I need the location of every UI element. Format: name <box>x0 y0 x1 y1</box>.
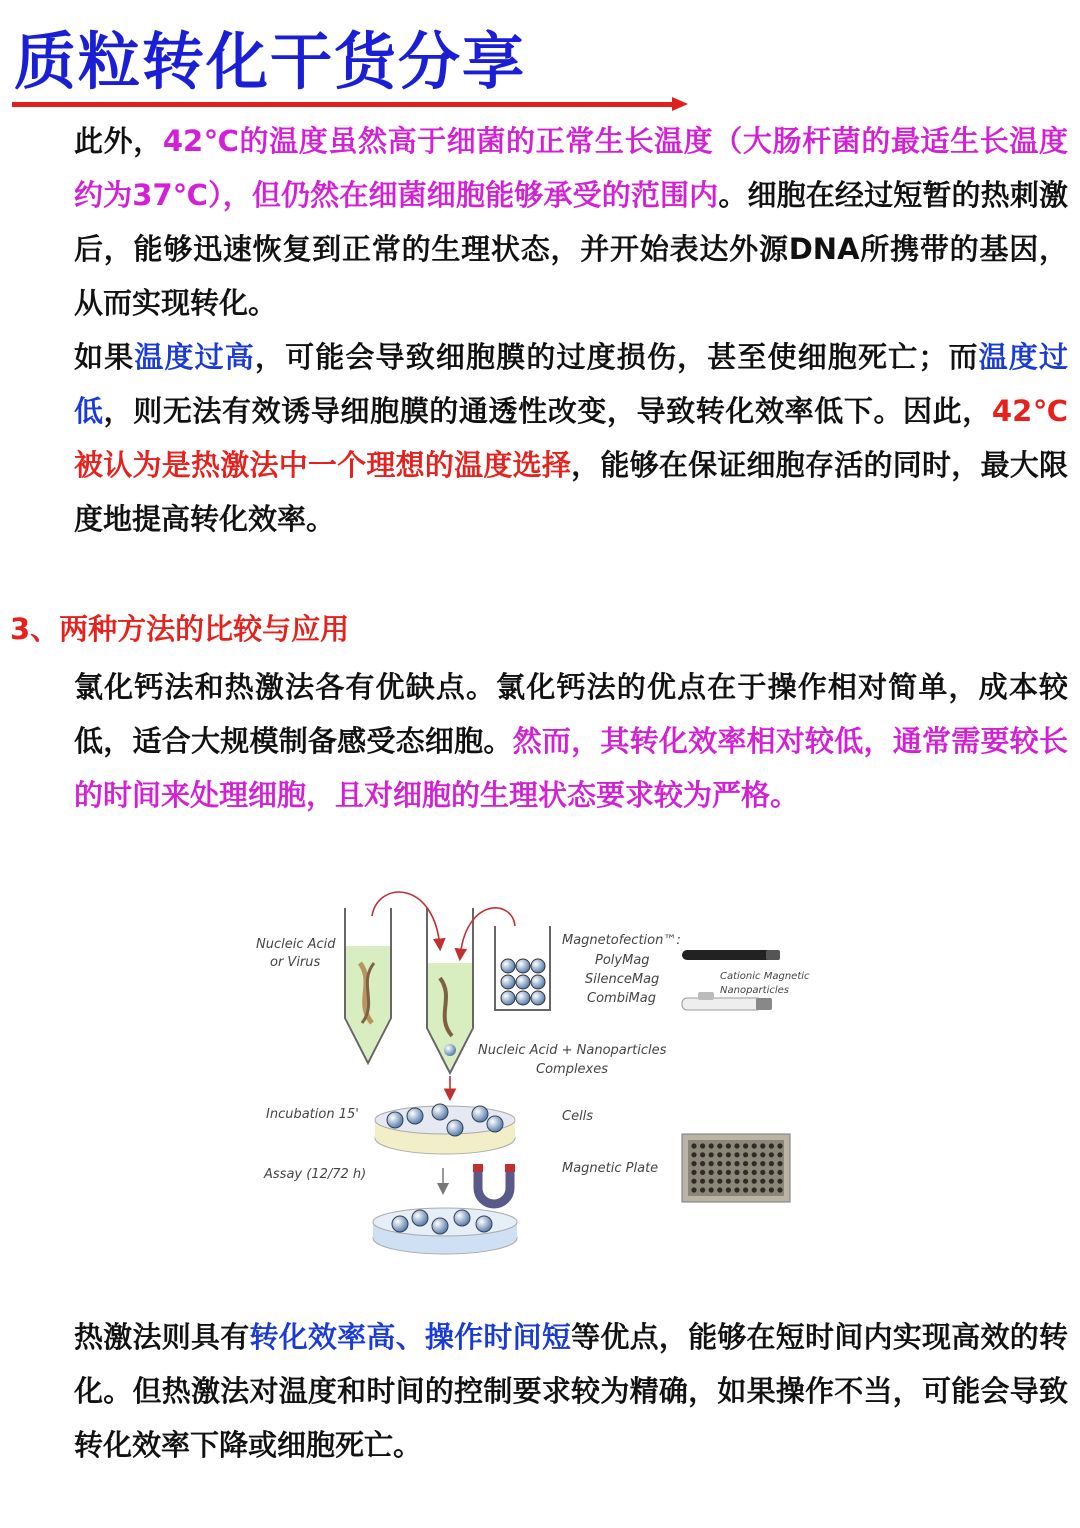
plate-well <box>691 1170 696 1175</box>
label-magnetofection: Magnetofection™: <box>562 933 681 948</box>
plate-well <box>709 1170 714 1175</box>
label-combimag: CombiMag <box>587 991 656 1006</box>
petri-dish-assay <box>373 1208 517 1254</box>
plate-well <box>752 1152 757 1157</box>
plate-well <box>726 1179 731 1184</box>
plate-well <box>760 1161 765 1166</box>
plate-well <box>752 1170 757 1175</box>
plate-well <box>717 1143 722 1148</box>
plate-well <box>691 1187 696 1192</box>
para3-highlight: 然而，其转化效率相对较低，通常需要较长的时间来处理细胞，且对细胞的生理状态要求较为严格。 <box>74 724 1068 812</box>
plate-well <box>760 1170 765 1175</box>
plate-well <box>691 1152 696 1157</box>
plate-well <box>691 1161 696 1166</box>
page-title: 质粒转化干货分享 <box>14 25 527 98</box>
plate-well <box>734 1143 739 1148</box>
label-magnetic-plate: Magnetic Plate <box>562 1161 659 1176</box>
plate-well <box>743 1170 748 1175</box>
plate-well <box>760 1179 765 1184</box>
para1-text-b: 。细胞在经过短暂的热刺激后，能够迅速恢复到正常的生理状态，并开始表达外源DNA所携带的基因，从而实现转化。 <box>74 178 1068 320</box>
plate-well <box>760 1143 765 1148</box>
plate-well <box>769 1187 774 1192</box>
label-polymag: PolyMag <box>595 953 650 968</box>
title-arrow-icon <box>672 97 688 111</box>
label-cationic-1: Cationic Magnetic <box>720 971 810 982</box>
plate-well <box>700 1152 705 1157</box>
plate-well <box>717 1161 722 1166</box>
plate-well <box>709 1179 714 1184</box>
para2-text-d: ，能够在保证细胞存活的同时，最大限度地提高转化效率。 <box>74 448 1068 536</box>
plate-well <box>691 1179 696 1184</box>
para2-text-c: ，则无法有效诱导细胞膜的通透性改变，导致转化效率低下。因此， <box>103 394 992 428</box>
label-nucleic-acid-2: or Virus <box>270 955 321 970</box>
plate-well <box>777 1170 782 1175</box>
plate-well <box>760 1187 765 1192</box>
plate-well <box>752 1143 757 1148</box>
magnet-icon <box>473 1164 515 1204</box>
plate-well <box>752 1187 757 1192</box>
para2-highlight-high: 温度过高 <box>134 340 255 374</box>
plate-well <box>769 1161 774 1166</box>
plate-well <box>777 1143 782 1148</box>
plate-well <box>743 1143 748 1148</box>
plate-well <box>734 1187 739 1192</box>
plate-well <box>726 1170 731 1175</box>
para3-text: 氯化钙法和热激法各有优缺点。氯化钙法的优点在于操作相对简单，成本较低，适合大规模制备感受态细胞。 <box>74 670 1068 758</box>
plate-well <box>726 1143 731 1148</box>
nanoparticle-container <box>495 926 550 1010</box>
plate-well <box>769 1143 774 1148</box>
plate-well <box>717 1187 722 1192</box>
plate-well <box>743 1187 748 1192</box>
plate-well <box>769 1179 774 1184</box>
tube-nucleic-acid <box>345 908 391 1063</box>
magnetic-plate <box>682 1134 790 1202</box>
plate-well <box>717 1170 722 1175</box>
label-assay: Assay (12/72 h) <box>264 1167 367 1182</box>
para2-highlight-ideal: 42℃被认为是热激法中一个理想的温度选择 <box>74 394 1068 482</box>
para2-text-a: 如果 <box>74 340 135 374</box>
plate-well <box>734 1179 739 1184</box>
label-cationic-2: Nanoparticles <box>720 985 789 996</box>
label-complexes-2: Complexes <box>536 1062 609 1077</box>
para4-text-b: 等优点，能够在短时间内实现高效的转化。但热激法对温度和时间的控制要求较为精确，如果操作不当，可能会导致转化效率下降或细胞死亡。 <box>74 1320 1068 1462</box>
plate-well <box>726 1161 731 1166</box>
plate-well <box>709 1187 714 1192</box>
para1-text-a: 此外， <box>74 124 163 158</box>
label-incubation: Incubation 15' <box>266 1107 359 1122</box>
para4-highlight: 转化效率高、操作时间短 <box>249 1320 572 1354</box>
plate-well <box>726 1187 731 1192</box>
plate-well <box>709 1152 714 1157</box>
plate-well <box>734 1170 739 1175</box>
label-silencemag: SilenceMag <box>585 972 660 987</box>
plate-well <box>726 1152 731 1157</box>
paragraph-temperature-effects <box>10 330 1068 546</box>
para2-text-b: ，可能会导致细胞膜的过度损伤，甚至使细胞死亡；而 <box>254 340 979 374</box>
paragraph-comparison <box>10 660 1068 822</box>
plate-well <box>734 1152 739 1157</box>
plate-well <box>691 1143 696 1148</box>
reagent-tube-dark <box>682 950 780 960</box>
plate-well <box>709 1161 714 1166</box>
plate-well <box>700 1187 705 1192</box>
plate-well <box>777 1187 782 1192</box>
plate-well <box>743 1179 748 1184</box>
title-underline <box>12 102 680 107</box>
paragraph-heat-shock <box>10 1310 1068 1472</box>
plate-well <box>777 1161 782 1166</box>
plate-well <box>777 1179 782 1184</box>
plate-well <box>700 1143 705 1148</box>
plate-well <box>752 1161 757 1166</box>
plate-well <box>743 1161 748 1166</box>
petri-dish-incubation <box>375 1104 515 1154</box>
label-nucleic-acid-1: Nucleic Acid <box>256 937 336 952</box>
plate-well <box>717 1179 722 1184</box>
plate-well <box>709 1143 714 1148</box>
transfer-arrow-1 <box>372 892 440 948</box>
plate-well <box>752 1179 757 1184</box>
plate-well <box>700 1170 705 1175</box>
para1-highlight: 42℃的温度虽然高于细菌的正常生长温度（大肠杆菌的最适生长温度约为37℃），但仍然在细菌细胞能够承受的范围内 <box>74 124 1068 212</box>
section-heading: 3、两种方法的比较与应用 <box>10 612 350 646</box>
diagram-svg <box>250 888 820 1268</box>
label-complexes-1: Nucleic Acid + Nanoparticles <box>478 1043 667 1058</box>
para2-highlight-low: 温度过低 <box>74 340 1068 428</box>
transfer-arrow-2 <box>460 908 515 958</box>
plate-well <box>700 1161 705 1166</box>
plate-well <box>743 1152 748 1157</box>
paragraph-heat-temperature <box>10 114 1068 330</box>
plate-well <box>777 1152 782 1157</box>
label-cells: Cells <box>562 1109 594 1124</box>
plate-well <box>700 1179 705 1184</box>
plate-well <box>717 1152 722 1157</box>
magnetofection-diagram <box>250 888 820 1268</box>
plate-well <box>760 1152 765 1157</box>
plate-well <box>734 1161 739 1166</box>
plate-well <box>769 1152 774 1157</box>
plate-well <box>769 1170 774 1175</box>
para4-text-a: 热激法则具有 <box>74 1320 250 1354</box>
